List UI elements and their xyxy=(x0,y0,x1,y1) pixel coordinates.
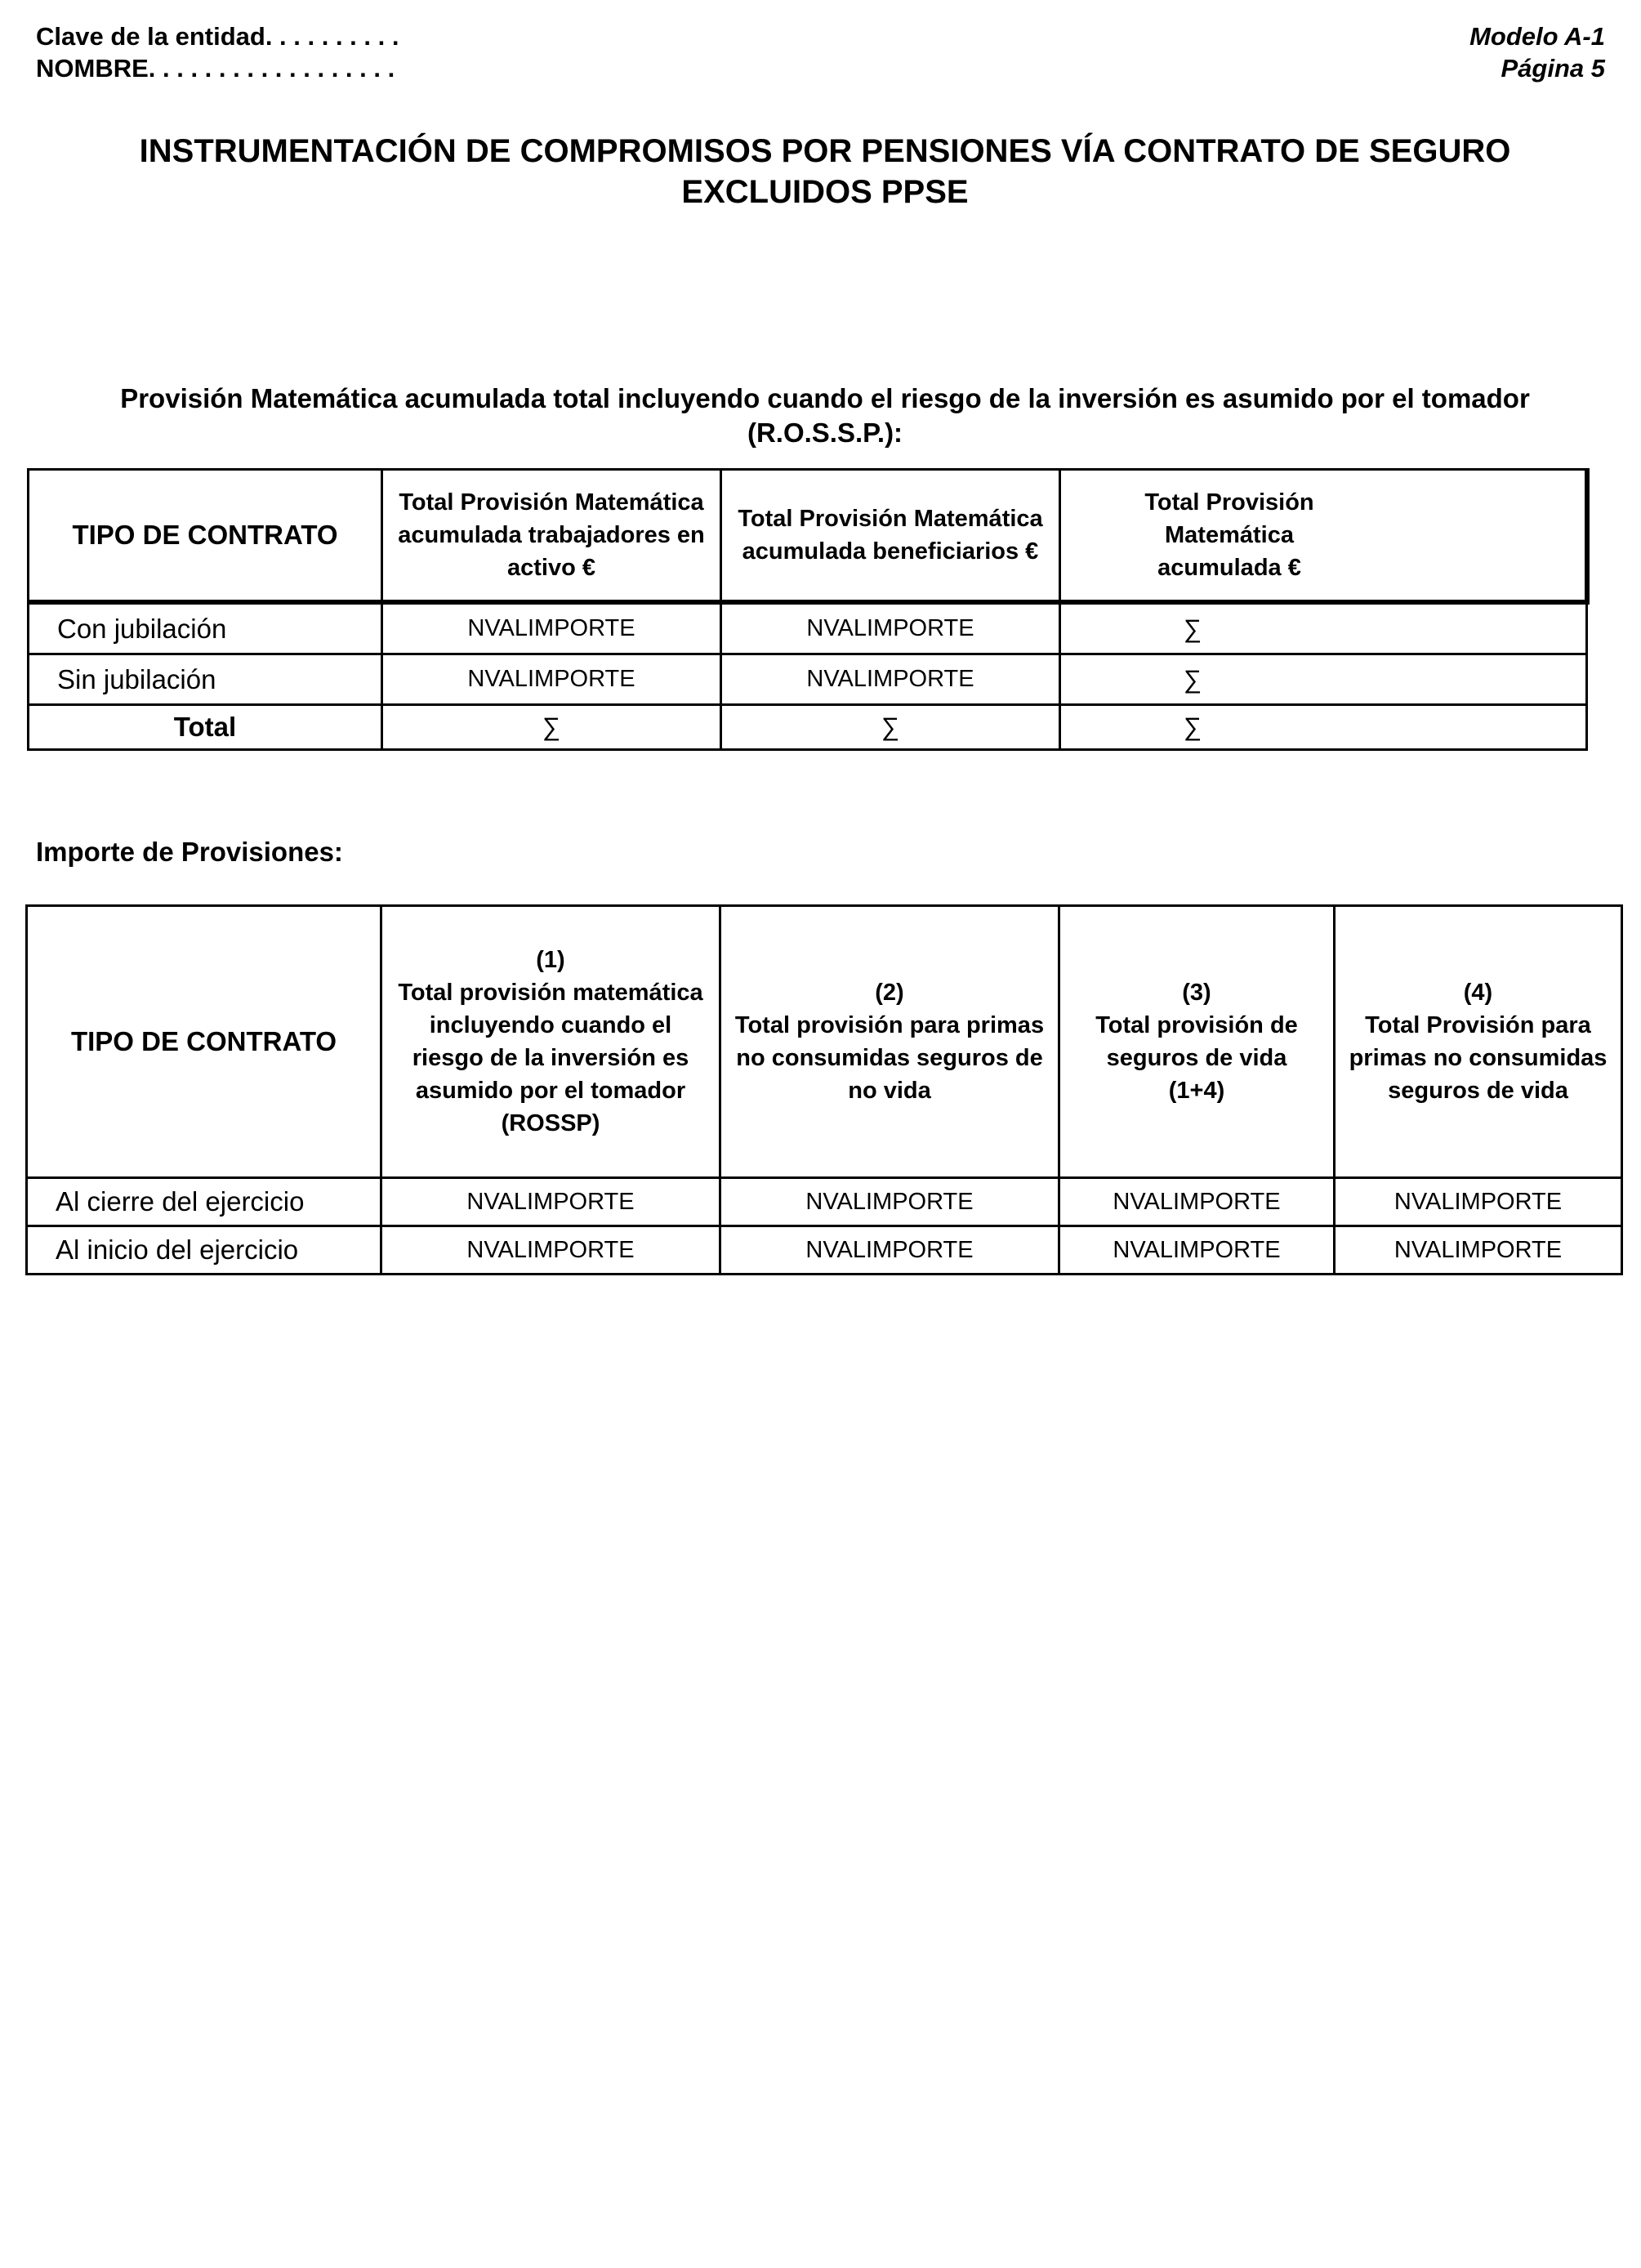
col-header-line: (2) xyxy=(875,980,904,1006)
value-cell: NVALIMPORTE xyxy=(1059,1226,1335,1275)
table-row xyxy=(29,602,1587,654)
col-header-line: seguros de vida xyxy=(1388,1078,1568,1104)
section1-title-line-1: Provisión Matemática acumulada total incluyendo cuando el riesgo de la inversión es asumido por el tomador xyxy=(120,383,1530,413)
value-cell: NVALIMPORTE xyxy=(382,602,721,654)
section1-title xyxy=(82,382,1568,450)
value-cell: NVALIMPORTE xyxy=(1335,1178,1622,1226)
provision-matematica-table xyxy=(27,468,1590,751)
col-header-beneficiarios xyxy=(721,470,1060,603)
col-header-line: Total provisión para primas xyxy=(734,1012,1045,1038)
col-header-line: riesgo de la inversión es xyxy=(412,1045,689,1071)
col-header-tipo: TIPO DE CONTRATO xyxy=(29,470,382,603)
total-label: Total xyxy=(29,705,382,750)
page-title-line-2: EXCLUIDOS PPSE xyxy=(681,174,969,210)
sum-cell: ∑ xyxy=(1060,602,1587,654)
col-header-4 xyxy=(1335,906,1622,1178)
row-label: Sin jubilación xyxy=(29,654,382,705)
header-right xyxy=(1469,20,1605,84)
header-left xyxy=(36,20,399,84)
col-header-line: (1) xyxy=(536,947,565,973)
importe-provisiones-table xyxy=(25,904,1623,1275)
value-cell: NVALIMPORTE xyxy=(381,1226,720,1275)
col-header-line: (3) xyxy=(1182,980,1211,1006)
model-label: Modelo A-1 xyxy=(1469,22,1605,51)
col-header-line: acumulada beneficiarios € xyxy=(742,538,1039,565)
row-label: Con jubilación xyxy=(29,602,382,654)
table-header-row xyxy=(29,470,1587,603)
col-header-line: (ROSSP) xyxy=(501,1110,600,1136)
col-header-line: seguros de vida xyxy=(1106,1045,1287,1071)
col-header-line: no vida xyxy=(848,1078,931,1104)
value-cell: NVALIMPORTE xyxy=(721,602,1060,654)
section2-title: Importe de Provisiones: xyxy=(36,837,343,867)
entity-key-field: Clave de la entidad. . . . . . . . . . xyxy=(36,22,399,51)
name-field: NOMBRE. . . . . . . . . . . . . . . . . . xyxy=(36,54,395,83)
col-header-total xyxy=(1060,470,1587,603)
value-cell: NVALIMPORTE xyxy=(1335,1226,1622,1275)
page-number: Página 5 xyxy=(1501,54,1605,83)
col-header-3 xyxy=(1059,906,1335,1178)
total-row xyxy=(29,705,1587,750)
value-cell: NVALIMPORTE xyxy=(381,1178,720,1226)
col-header-line: Matemática xyxy=(1165,522,1294,548)
value-cell: NVALIMPORTE xyxy=(720,1226,1059,1275)
col-header-tipo: TIPO DE CONTRATO xyxy=(27,906,381,1178)
col-header-line: primas no consumidas xyxy=(1349,1045,1608,1071)
table-header-row xyxy=(27,906,1622,1178)
col-header-2 xyxy=(720,906,1059,1178)
col-header-line: Total provisión de xyxy=(1095,1012,1298,1038)
page-title xyxy=(82,131,1568,212)
col-header-line: (1+4) xyxy=(1168,1078,1225,1104)
col-header-line: Total provisión matemática xyxy=(398,980,703,1006)
value-cell: NVALIMPORTE xyxy=(720,1178,1059,1226)
sum-cell: ∑ xyxy=(382,705,721,750)
table-row xyxy=(27,1178,1622,1226)
col-header-line: acumulada trabajadores en xyxy=(398,522,705,548)
col-header-line: activo € xyxy=(507,555,595,581)
col-header-line: acumulada € xyxy=(1157,555,1301,581)
table-row xyxy=(27,1226,1622,1275)
col-header-line: (4) xyxy=(1463,980,1493,1006)
col-header-line: Total Provisión Matemática xyxy=(399,489,704,516)
col-header-line: Total Provisión para xyxy=(1365,1012,1591,1038)
col-header-line: asumido por el tomador xyxy=(415,1078,686,1104)
col-header-line: Total Provisión Matemática xyxy=(738,506,1043,532)
sum-cell: ∑ xyxy=(1060,705,1587,750)
col-header-line: Total Provisión xyxy=(1144,489,1314,516)
value-cell: NVALIMPORTE xyxy=(382,654,721,705)
table-row xyxy=(29,654,1587,705)
page-title-line-1: INSTRUMENTACIÓN DE COMPROMISOS POR PENSIONES VÍA CONTRATO DE SEGURO xyxy=(139,133,1511,169)
sum-cell: ∑ xyxy=(721,705,1060,750)
col-header-line: no consumidas seguros de xyxy=(736,1045,1043,1071)
section1-title-line-2: (R.O.S.S.P.): xyxy=(747,417,903,448)
col-header-trabajadores xyxy=(382,470,721,603)
value-cell: NVALIMPORTE xyxy=(721,654,1060,705)
row-label: Al cierre del ejercicio xyxy=(27,1178,381,1226)
value-cell: NVALIMPORTE xyxy=(1059,1178,1335,1226)
col-header-line: incluyendo cuando el xyxy=(429,1012,672,1038)
sum-cell: ∑ xyxy=(1060,654,1587,705)
col-header-1 xyxy=(381,906,720,1178)
row-label: Al inicio del ejercicio xyxy=(27,1226,381,1275)
